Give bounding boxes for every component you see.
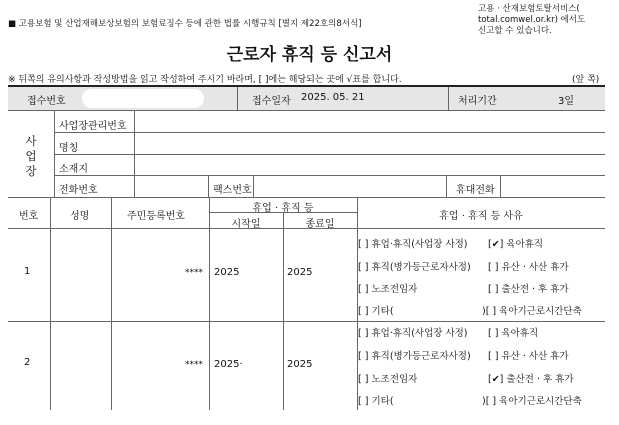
- row-1-opt-childcare-leave[interactable]: [✔] 육아휴직: [488, 239, 544, 250]
- col-header-name: 성명: [70, 211, 90, 222]
- workplace-bottom-line: [8, 197, 605, 198]
- processing-period-label: 처리기간: [458, 96, 497, 107]
- checkbox[interactable]: [ ]: [488, 351, 499, 362]
- row-1-opt-sick-leave[interactable]: [ ] 휴직(병가등근로자사정): [358, 262, 471, 273]
- row-divider: [8, 321, 605, 322]
- online-notice-line-3: 신고할 수 있습니다.: [478, 26, 552, 36]
- col-divider-start: [283, 213, 284, 410]
- fax-divider-left: [208, 176, 209, 197]
- row-2-end-date: 2025: [287, 359, 313, 370]
- row-2-opt-reduced-hours[interactable]: )[ ] 육아기근로시간단축: [482, 396, 582, 407]
- form-title: 근로자 휴직 등 신고서: [226, 45, 393, 65]
- checkbox[interactable]: [ ]: [488, 262, 499, 273]
- col-header-reason: 휴업 · 휴직 등 사유: [439, 211, 523, 222]
- checkbox[interactable]: [ ]: [488, 328, 499, 339]
- workplace-label-divider: [134, 111, 135, 197]
- receipt-date-label: 접수일자: [252, 96, 291, 107]
- phone-label: 전화번호: [59, 185, 98, 196]
- workplace-row-line-3: [54, 175, 605, 176]
- address-label: 소재지: [59, 164, 88, 175]
- row-1-opt-miscarriage-leave[interactable]: [ ] 유산 · 사산 휴가: [488, 262, 569, 273]
- row-2-no: 2: [24, 357, 31, 368]
- row-2-opt-other[interactable]: [ ] 기타(: [358, 396, 394, 407]
- online-notice: [478, 4, 585, 37]
- checkbox[interactable]: [ ]: [358, 396, 369, 407]
- row-1-opt-other[interactable]: [ ] 기타(: [358, 306, 394, 317]
- checkbox[interactable]: )[ ]: [482, 396, 497, 407]
- instruction-text: ※ 뒤쪽의 유의사항과 작성방법을 읽고 작성하여 주시기 바라며, [ ]에는 해당되는 곳에 √표를 합니다.: [8, 75, 402, 85]
- col-header-leave-period: 휴업 · 휴직 등: [252, 203, 314, 214]
- page-side-label: (앞 쪽): [572, 75, 600, 85]
- receipt-divider-2: [448, 87, 449, 110]
- row-1-start-date: 2025: [214, 267, 240, 278]
- row-1-opt-maternity-leave[interactable]: [ ] 출산전 · 후 휴가: [488, 284, 569, 295]
- checkbox[interactable]: [ ]: [358, 284, 369, 295]
- row-1-end-date: 2025: [287, 267, 313, 278]
- checkbox[interactable]: [ ]: [358, 239, 369, 250]
- col-header-start: 시작일: [231, 219, 261, 230]
- checkbox[interactable]: [ ]: [358, 306, 369, 317]
- checkbox[interactable]: [ ]: [488, 284, 499, 295]
- online-notice-line-2: total.comwel.or.kr) 에서도: [478, 15, 586, 25]
- mobile-divider-left: [446, 176, 447, 197]
- row-1-opt-union-officer[interactable]: [ ] 노조전임자: [358, 284, 418, 295]
- receipt-no-label: 접수번호: [27, 96, 66, 107]
- receipt-no-redacted: [82, 89, 204, 108]
- checkbox[interactable]: [ ]: [358, 262, 369, 273]
- processing-period-value: 3일: [558, 96, 575, 107]
- row-2-opt-childcare-leave[interactable]: [ ] 육아휴직: [488, 328, 539, 339]
- checkbox[interactable]: [ ]: [358, 351, 369, 362]
- col-header-no: 번호: [19, 211, 39, 222]
- row-1-opt-business-leave[interactable]: [ ] 휴업·휴직(사업장 사정): [358, 239, 468, 250]
- row-2-opt-maternity-leave[interactable]: [✔] 출산전 · 후 휴가: [488, 374, 574, 385]
- fax-label: 팩스번호: [213, 185, 252, 196]
- receipt-divider-1: [237, 87, 238, 110]
- row-2-start-date: 2025·: [214, 359, 243, 370]
- legal-basis: ■ 고용보험 및 산업재해보상보험의 보험료징수 등에 관한 법률 시행규칙 [별지 제22호의8서식]: [8, 19, 362, 29]
- workplace-side-divider: [54, 111, 55, 197]
- online-notice-line-1: 고용 · 산재보험토탈서비스(: [478, 4, 580, 14]
- col-header-end: 종료일: [305, 219, 335, 230]
- col-header-rrn: 주민등록번호: [127, 211, 185, 222]
- workplace-side-label: [20, 134, 42, 179]
- checkbox[interactable]: [✔]: [488, 239, 504, 250]
- workplace-row-line-2: [54, 154, 605, 155]
- checkbox[interactable]: )[ ]: [482, 306, 497, 317]
- workplace-side-char-2: 업: [25, 149, 37, 163]
- mgmt-no-label: 사업장관리번호: [59, 121, 127, 132]
- mobile-label: 휴대전화: [456, 185, 495, 196]
- row-2-opt-union-officer[interactable]: [ ] 노조전임자: [358, 374, 418, 385]
- col-divider-name: [111, 198, 112, 410]
- row-2-opt-business-leave[interactable]: [ ] 휴업·휴직(사업장 사정): [358, 328, 468, 339]
- row-1-rrn: ****: [185, 268, 203, 278]
- checkbox[interactable]: [ ]: [358, 374, 369, 385]
- company-name-label: 명칭: [59, 143, 79, 154]
- workplace-side-char-1: 사: [25, 134, 37, 148]
- row-2-opt-miscarriage-leave[interactable]: [ ] 유산 · 사산 휴가: [488, 351, 569, 362]
- checkbox[interactable]: [✔]: [488, 374, 504, 385]
- row-2-rrn: ****: [185, 360, 203, 370]
- row-2-opt-sick-leave[interactable]: [ ] 휴직(병가등근로자사정): [358, 351, 471, 362]
- row-1-no: 1: [24, 266, 31, 277]
- col-divider-no: [50, 198, 51, 410]
- workplace-row-line-1: [54, 132, 605, 133]
- checkbox[interactable]: [ ]: [358, 328, 369, 339]
- receipt-bottom-border: [8, 110, 605, 111]
- row-1-opt-reduced-hours[interactable]: )[ ] 육아기근로시간단축: [482, 306, 582, 317]
- mobile-divider-right: [500, 176, 501, 197]
- workplace-side-char-3: 장: [25, 164, 37, 178]
- fax-divider-right: [253, 176, 254, 197]
- receipt-date-value: 2025. 05. 21: [301, 92, 365, 103]
